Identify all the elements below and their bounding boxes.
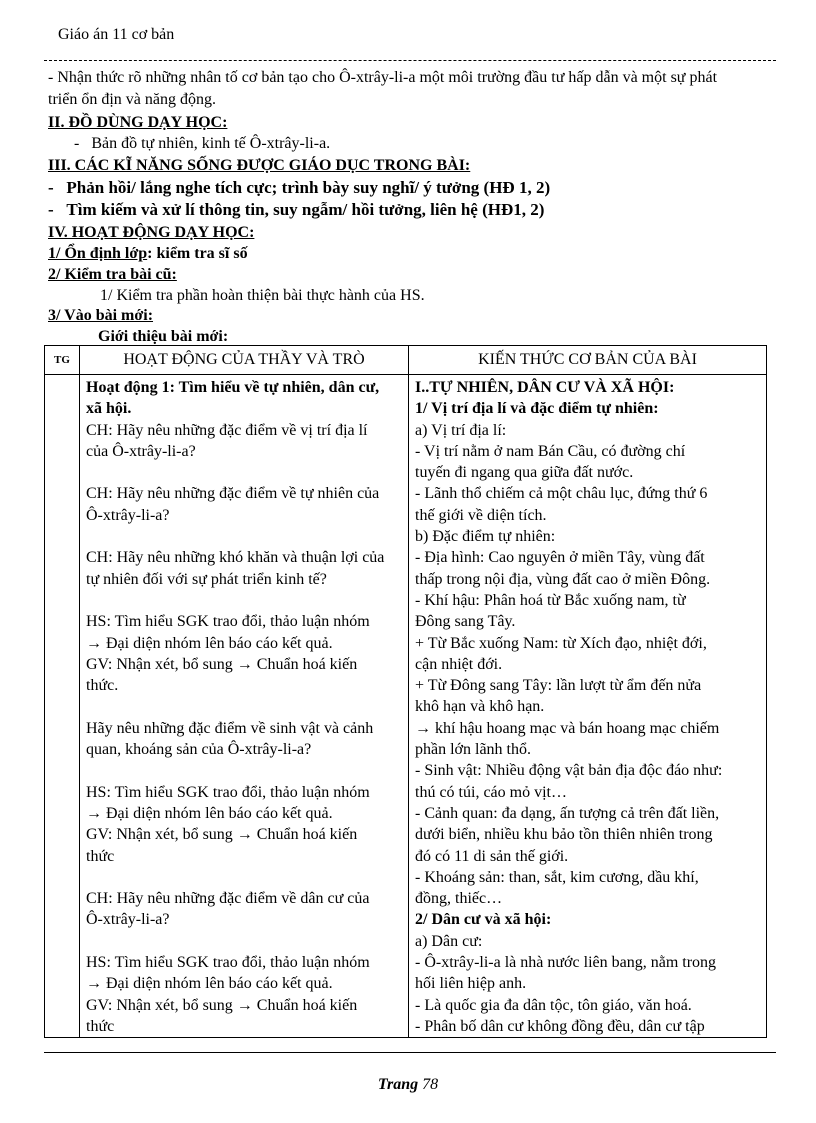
activity-line: thức <box>86 1017 115 1035</box>
activity-line <box>86 760 402 781</box>
footer-divider <box>44 1052 776 1053</box>
activity-line: xã hội. <box>86 400 132 418</box>
activity-line: HS: Tìm hiểu SGK trao đổi, thảo luận nhóm <box>86 613 370 631</box>
knowledge-line: - Ô-xtrây-li-a là nhà nước liên bang, nằm trong <box>415 954 717 972</box>
page-number: 78 <box>422 1076 439 1093</box>
activity-line: HS: Tìm hiểu SGK trao đổi, thảo luận nhóm <box>86 954 370 972</box>
knowledge-line: dưới biển, nhiều khu bảo tồn thiên nhiên trong <box>415 826 713 844</box>
section-2-item <box>74 133 330 154</box>
intro-line-1: - Nhận thức rõ những nhân tố cơ bản tạo cho Ô-xtrây-li-a một môi trường đầu tư hấp dẫn và một sự phát <box>48 69 718 86</box>
knowledge-line: 2/ Dân cư và xã hội: <box>415 911 552 929</box>
knowledge-line: phần lớn lãnh thổ. <box>415 741 531 759</box>
knowledge-line: thấp trong nội địa, vùng đất cao ở miền Đông. <box>415 570 711 588</box>
bullet-icon: - <box>48 200 67 219</box>
section-3-item-1: - Phản hồi/ lắng nghe tích cực; trình bày suy nghĩ/ ý tưởng (HĐ 1, 2) <box>48 178 551 197</box>
step-2-text: 1/ Kiểm tra phần hoàn thiện bài thực hành của HS. <box>100 287 425 304</box>
step-3-label: 3/ Vào bài mới: <box>48 307 154 324</box>
knowledge-line: - Lãnh thổ chiếm cả một châu lục, đứng thứ 6 <box>415 485 708 503</box>
activities-cell <box>80 375 409 1038</box>
header-activities: HOẠT ĐỘNG CỦA THẦY VÀ TRÒ <box>80 346 409 375</box>
activity-line: thức <box>86 847 115 865</box>
knowledge-line: thế giới về diện tích. <box>415 506 547 524</box>
knowledge-line: - Sinh vật: Nhiều động vật bản địa độc đáo như: <box>415 762 723 780</box>
table-body-row <box>45 375 767 1038</box>
knowledge-line: thú có túi, cáo mỏ vịt… <box>415 783 567 801</box>
knowledge-line: + Từ Bắc xuống Nam: từ Xích đạo, nhiệt đới, <box>415 634 707 652</box>
knowledge-line: cận nhiệt đới. <box>415 655 503 673</box>
knowledge-line: a) Dân cư: <box>415 932 483 950</box>
header-tg: TG <box>45 346 80 375</box>
knowledge-line: a) Vị trí địa lí: <box>415 421 507 439</box>
activity-line: HS: Tìm hiểu SGK trao đổi, thảo luận nhóm <box>86 783 370 801</box>
step-2-label: 2/ Kiểm tra bài cũ: <box>48 266 177 283</box>
activity-line <box>86 696 402 717</box>
activity-line: thức. <box>86 677 119 695</box>
activity-line <box>86 462 402 483</box>
knowledge-line: khô hạn và khô hạn. <box>415 698 545 716</box>
activity-line: CH: Hãy nêu những khó khăn và thuận lợi của <box>86 549 385 567</box>
bullet-icon: - <box>48 178 67 197</box>
knowledge-line: hối liên hiệp anh. <box>415 975 527 993</box>
activity-line: CH: Hãy nêu những đặc điểm về tự nhiên của <box>86 485 380 503</box>
activity-line: GV: Nhận xét, bổ sung → Chuẩn hoá kiến <box>86 996 358 1014</box>
knowledge-line: → khí hậu hoang mạc và bán hoang mạc chiếm <box>415 719 720 737</box>
table-header-row <box>45 346 767 375</box>
header-divider <box>44 60 776 61</box>
activity-line: Ô-xtrây-li-a? <box>86 506 170 524</box>
header-knowledge: KIẾN THỨC CƠ BẢN CỦA BÀI <box>409 346 767 375</box>
knowledge-line: - Là quốc gia đa dân tộc, tôn giáo, văn hoá. <box>415 996 692 1014</box>
knowledge-line: + Từ Đông sang Tây: lần lượt từ ẩm đến nửa <box>415 677 702 695</box>
activity-line <box>86 931 402 952</box>
activity-line: GV: Nhận xét, bổ sung → Chuẩn hoá kiến <box>86 826 358 844</box>
section-4-heading: IV. HOẠT ĐỘNG DẠY HỌC: <box>48 224 255 241</box>
new-lesson-intro: Giới thiệu bài mới: <box>98 328 229 345</box>
page-footer <box>0 1076 816 1094</box>
activity-line: tự nhiên đối với sự phát triển kinh tế? <box>86 570 327 588</box>
knowledge-cell <box>409 375 767 1038</box>
activity-line: Hoạt động 1: Tìm hiểu về tự nhiên, dân cư, <box>86 379 380 396</box>
intro-line-2: triển ổn địn và năng động. <box>48 91 216 108</box>
knowledge-line: tuyến đi ngang qua giữa đất nước. <box>415 464 634 482</box>
knowledge-line: - Phân bố dân cư không đồng đều, dân cư tập <box>415 1017 705 1035</box>
activity-line: quan, khoáng sản của Ô-xtrây-li-a? <box>86 741 312 759</box>
knowledge-line: đồng, thiếc… <box>415 890 503 908</box>
knowledge-line: đó có 11 di sản thế giới. <box>415 847 569 865</box>
knowledge-line: 1/ Vị trí địa lí và đặc điểm tự nhiên: <box>415 400 659 418</box>
activity-line: CH: Hãy nêu những đặc điểm về vị trí địa lí <box>86 421 368 439</box>
knowledge-line: I..TỰ NHIÊN, DÂN CƯ VÀ XÃ HỘI: <box>415 379 675 396</box>
activity-line: → Đại diện nhóm lên báo cáo kết quả. <box>86 975 333 993</box>
knowledge-line: - Khoáng sản: than, sắt, kim cương, dầu khí, <box>415 868 699 886</box>
bullet-icon: - <box>74 135 92 152</box>
knowledge-line: b) Đặc điểm tự nhiên: <box>415 528 556 546</box>
knowledge-line: - Địa hình: Cao nguyên ở miền Tây, vùng đất <box>415 549 705 567</box>
activity-line: của Ô-xtrây-li-a? <box>86 442 196 460</box>
lesson-table <box>44 345 767 1038</box>
section-3-heading: III. CÁC KĨ NĂNG SỐNG ĐƯỢC GIÁO DỤC TRONG BÀI: <box>48 157 471 174</box>
knowledge-line: Đông sang Tây. <box>415 613 516 631</box>
knowledge-line: - Khí hậu: Phân hoá từ Bắc xuống nam, từ <box>415 591 686 609</box>
activity-line <box>86 590 402 611</box>
step-1: 1/ Ổn định lớp: kiểm tra sĩ số <box>48 245 248 262</box>
activity-line <box>86 526 402 547</box>
activity-line <box>86 867 402 888</box>
section-3-item-2: - Tìm kiếm và xử lí thông tin, suy ngẫm/ hồi tưởng, liên hệ (HĐ1, 2) <box>48 200 545 219</box>
activity-line: Ô-xtrây-li-a? <box>86 911 170 929</box>
activity-line: → Đại diện nhóm lên báo cáo kết quả. <box>86 804 333 822</box>
activity-line: CH: Hãy nêu những đặc điểm về dân cư của <box>86 890 370 908</box>
knowledge-line: - Cảnh quan: đa dạng, ấn tượng cả trên đất liền, <box>415 804 720 822</box>
tg-cell <box>45 375 80 1038</box>
section-2-heading: II. ĐỒ DÙNG DẠY HỌC: <box>48 114 228 131</box>
activity-line: Hãy nêu những đặc điểm về sinh vật và cảnh <box>86 719 374 737</box>
activity-line: → Đại diện nhóm lên báo cáo kết quả. <box>86 634 333 652</box>
section-2-item-text: Bản đồ tự nhiên, kinh tế Ô-xtrây-li-a. <box>91 135 331 152</box>
knowledge-line: - Vị trí nằm ở nam Bán Cầu, có đường chí <box>415 442 686 460</box>
footer-label: Trang <box>377 1076 419 1093</box>
page-header-title: Giáo án 11 cơ bản <box>58 26 175 43</box>
activity-line: GV: Nhận xét, bổ sung → Chuẩn hoá kiến <box>86 655 358 673</box>
